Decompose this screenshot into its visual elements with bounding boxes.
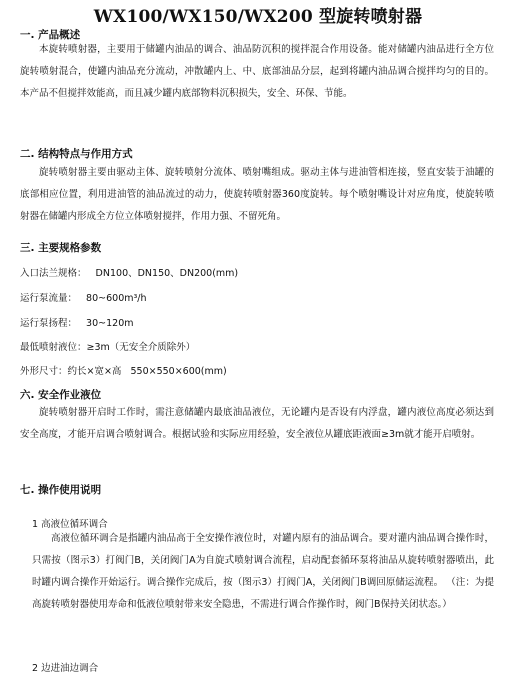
section-2-heading: 二. 结构特点与作用方式 xyxy=(20,148,133,160)
document-title: WX100/WX150/WX200 型旋转喷射器 xyxy=(93,7,423,27)
section-3-heading: 三. 主要规格参数 xyxy=(20,242,102,254)
section-1-text: 本旋转喷射器，主要用于储罐内油品的调合、油品防沉积的搅拌混合作用设备。能对储罐内油品进行全方位旋转喷射混合，使罐内油品充分流动，冲散罐内上、中、底部油品分层，起到将罐内油品调合搅拌均匀的目的。本产品不但搅拌效能高，而且减少罐内底部物料沉积损失，安全、环保、节能。 xyxy=(20,44,494,99)
spec-min-level: 最低喷射液位：≥3m（无安全介质除外） xyxy=(20,342,196,353)
subsection-1-text: 高液位循环调合是指罐内油品高于全安操作液位时，对罐内原有的油品调合。要对灌内油品调合操作时，只需按（图示3）打阀门B，关闭阀门A为自旋式喷射调合流程，启动配套循环泵将油品从旋转喷射器喷出，此时罐内调合操作开始运行。调合操作完成后，按（图示3）打阀门A，关闭阀门B调回原储运流程。 （注：为提高旋转喷射器使用寿命和低液位喷射带来安全隐患，不需进行调合作操作时，阀门B保持关闭状态。） xyxy=(32,533,494,610)
subsection-1-title: 1 高液位循环调合 xyxy=(32,519,108,530)
spec-inlet-flange: 入口法兰规格： DN100、DN150、DN200(mm) xyxy=(20,268,239,279)
spec-dimensions: 外形尺寸：约长×宽×高 550×550×600(mm) xyxy=(20,366,227,377)
section-2-text: 旋转喷射器主要由驱动主体、旋转喷射分流体、喷射嘴组成。驱动主体与进油管相连接，竖直安装于油罐的底部相应位置，利用进油管的油品流过的动力，使旋转喷射器360度旋转。每个喷射嘴设计对应角度，使旋转喷射器在储罐内形成全方位立体喷射搅拌，作用力强、不留死角。 xyxy=(20,167,494,222)
section-6-heading: 六. 安全作业液位 xyxy=(20,389,102,401)
spec-pump-flow: 运行泵流量： 80~600m³/h xyxy=(20,293,147,304)
spec-pump-head: 运行泵扬程： 30~120m xyxy=(20,318,134,329)
section-1-heading: 一. 产品概述 xyxy=(20,29,81,41)
section-6-text: 旋转喷射器开启时工作时，需注意储罐内最底油品液位，无论罐内是否设有内浮盘，罐内液位高度必须达到安全高度，才能开启调合喷射调合。根据试验和实际应用经验，安全液位从罐底距液面≥3m就才能开启喷射。 xyxy=(20,407,494,440)
section-7-heading: 七. 操作使用说明 xyxy=(20,484,102,496)
subsection-2-title: 2 边进油边调合 xyxy=(32,663,99,674)
